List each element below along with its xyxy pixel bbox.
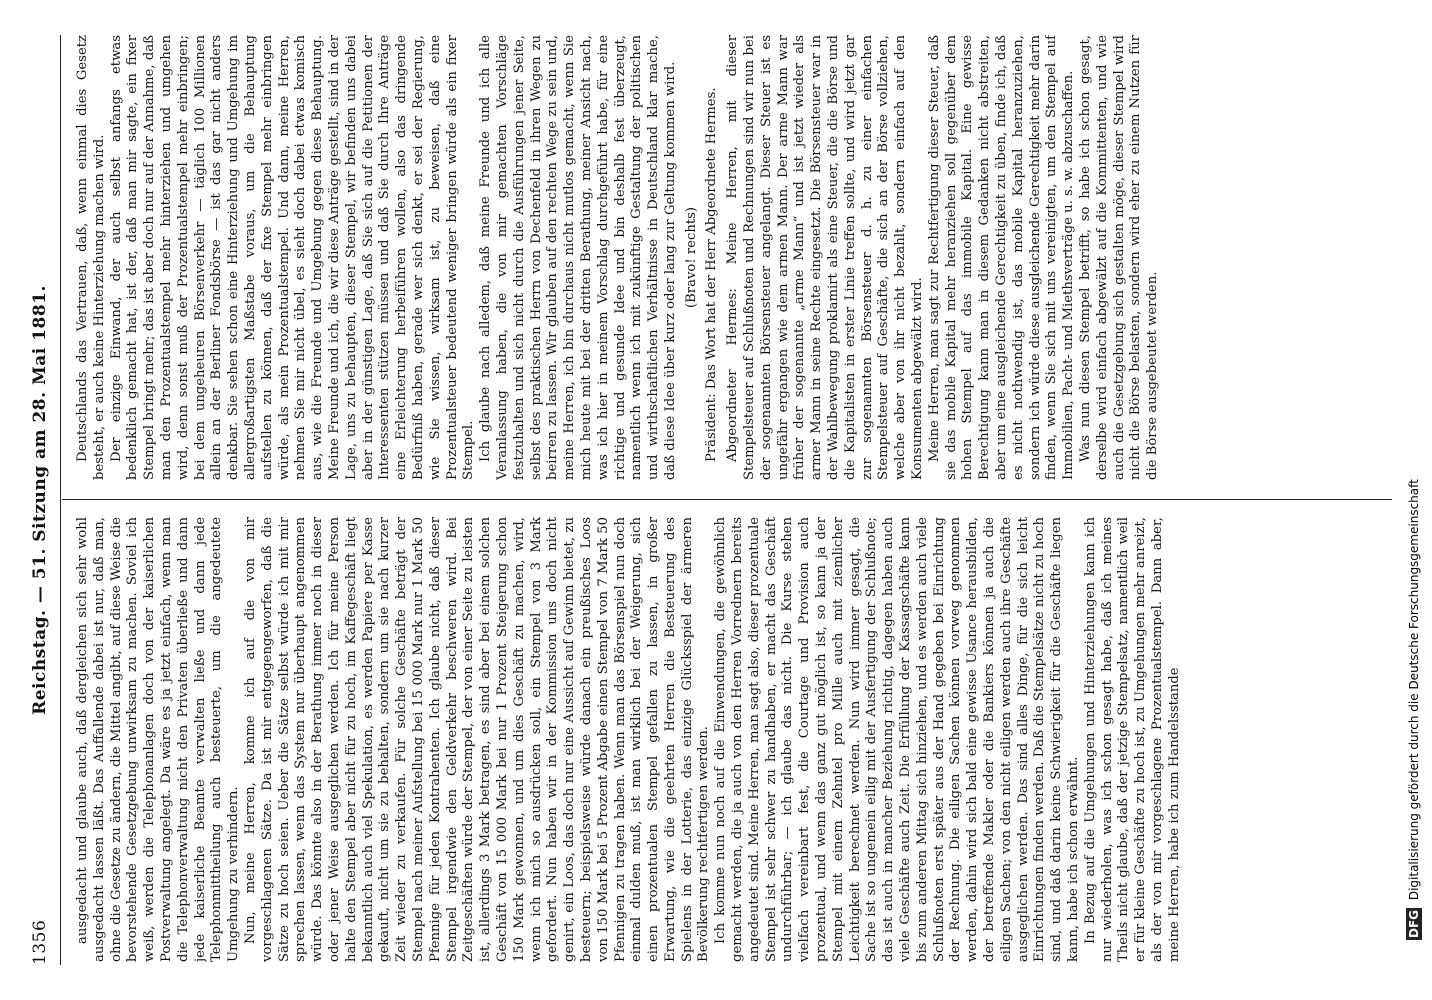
paragraph: Nun, meine Herren, komme ich auf die von mir vorgeschlagenen Sätze. Da ist mir entgegengeworfen, daß die Sätze zu hoch seien. Ueber die Sätze selbst würde ich mit mir sprechen lassen, wenn das System nur überhaupt angenommen würde. Das könnte also in der Berathung immer noch in dieser oder jener Weise ausgeglichen werden. Ich für meine Person halte den Stempel aber nicht für zu hoch, im Kaffegeschäft liegt bekanntlich auch viel Spekulation, es werden Papiere per Kasse gekauft, nicht um sie zu behalten, sondern um sie nach kurzer Zeit wieder zu verkaufen. Für solche Geschäfte beträgt der Stempel nach meiner Aufstellung bei 15 000 Mark nur 1 Mark 50 Pfennige für jeden Kontrahenten. Ich glaube nicht, daß dieser Stempel irgendwie den Geldverkehr beschweren wird. Bei Zeitgeschäften würde der Stempel, der von einer Seite zu leisten ist, allerdings 3 Mark betragen, es sind aber bei einem solchen Geschäft von 15 000 Mark bei nur 1 Prozent Steigerung schon 150 Mark gewonnen, und um dies Geschäft zu machen, wird, wenn ich mich so ausdrücken soll, ein Stempel von 3 Mark gefordert. Nun haben wir in der Kommission uns doch nicht genirt, ein Loos, das doch nur eine Aussicht auf Gewinn bietet, zu besteuern; beispielsweise würde danach ein preußisches Loos von 150 Mark bei 5 Prozent Abgabe einen Stempel von 7 Mark 50 Pfennigen zu tragen haben. Wenn man das Börsenspiel nun doch einmal dulden muß, ist man wirklich bei der Weigerung, sich einen prozentualen Stempel gefallen zu lassen, in großer Erwartung, wie die geehrten Herren die Besteuerung des Spielens in der Lotterie, das einzige Glücksspiel der ärmeren Bevölkerung rechtfertigen werden. xyxy=(242,517,712,962)
speaker-paragraph: Präsident: Das Wort hat der Herr Abgeordnete Hermes. xyxy=(704,87,720,462)
speaker-paragraph: Abgeordneter Hermes: Meine Herren, mit dieser Stempelsteuer auf Schlußnoten und Rechnungen sind wir nun bei der sogenannten Börsensteuer angelangt. Dieser Steuer ist es ungefähr ergangen wie dem armen Mann. Der arme Mann war früher der sogenannte „arme Mann“ und ist jetzt wieder als armer Mann in seine Rechte eingesetzt. Die Börsensteuer war in der Wahlbewegung proklamirt als eine Steuer, die die Börse und die Kapitalisten in erster Linie treffen sollte, und wird jetzt gar zur sogenannten Börsensteuer d. h. zu einer einfachen Stempelsteuer auf Geschäfte, die sich an der Börse vollziehen, welche aber von ihr nicht bezahlt, sondern einfach auf den Konsumenten abgewälzt wird. xyxy=(725,35,926,480)
paragraph: Ich komme nun noch auf die Einwendungen, die gewöhnlich gemacht werden, die ja auch von den Herren Vorrednern bereits angedeutet sind. Meine Herren, man sagt also, dieser prozentuale Stempel ist sehr schwer zu handhaben, er macht das Geschäft undurchführbar; — ich glaube das nicht. Die Kurse stehen vielfach vereinbart fest, die Courtage und Provision auch prozentual, und wenn das ganz gut möglich ist, so kann ja der Stempel mit einem Zehntel pro Mille auch mit ziemlicher Leichtigkeit berechnet werden. Nun wird immer gesagt, die Sache ist so ungemein eilig mit der Ausfertigung der Schlußnote; das ist auch in mancher Beziehung richtig, dagegen haben auch viele Geschäfte auch Zeit. Die Erfüllung der Kassagschäfte kann bis zum anderen Mittag sich hinziehen, und es werden auch viele Schlußnoten erst später aus der Hand gegeben bei Einrichtung der Rechnung. Die eiligen Sachen können vorweg genommen werden, dahin wird sich bald eine gewisse Usance herausbilden, der betreffende Makler oder die Bankiers können ja auch die eiligen Sachen; von den nicht eiligen werden auch ihre Geschäfte ausgeglichen werden. Das sind alles Dinge, für die sich leicht Einrichtungen finden werden. Daß die Stempelsätze nicht zu hoch sind, und daß darin keine Schwierigkeit für die Geschäfte liegen kann, habe ich schon erwähnt. xyxy=(713,517,1082,962)
column-divider xyxy=(62,499,1392,500)
watermark-text: Digitalisierung gefördert durch die Deutsche Forschungsgemeinschaft xyxy=(1407,479,1421,901)
page-title: Reichstag. — 51. Sitzung am 28. Mai 1881. xyxy=(30,285,50,715)
page-number: 1356 xyxy=(30,919,50,965)
dfg-logo: DFG xyxy=(1407,909,1421,938)
paragraph: Der einzige Einwand, der auch selbst anfangs etwas bedenklich gemacht hat, ist der, daß man mir sagte, ein fixer Stempel bringt mehr; das ist aber doch nur auf der Annahme, daß man den Prozentualstempel mehr hinterziehen und umgehen wird, denn sonst muß der Prozentualstempel mehr einbringen; bei dem ungeheuren Börsenverkehr — täglich 100 Millionen allein an der Berliner Fondsbörse — ist das gar nicht anders denkbar. Sie sehen schon eine Hinterziehung und Umgehung im allergroßartigsten Maßstabe voraus, um die Behauptung aufstellen zu können, daß der fixe Stempel mehr einbringen würde, als mein Prozentualstempel. Und dann, meine Herren, nehmen Sie mir nicht übel, es sieht doch dabei etwas komisch aus, wie die Freunde und Umgebung gegen diese Behauptung. Meine Freunde und ich, die wir diese Anträge gestellt, sind in der Lage, uns zu behaupten, dieser Stempel, wir befinden uns dabei aber in der günstigen Lage, daß Sie sich auf die Petitionen der Interessenten stützen müssen und daß Sie durch Ihre Anträge eine Erleichterung herbeiführen wollen, also das dringende Bedürfniß haben, gerade wer sich denkt, er sei der Regierung, wie Sie wissen, wirksam ist, zu beweisen, daß eine Prozentualsteuer bedeutend weniger bringen würde als ein fixer Stempel. xyxy=(108,35,477,480)
paragraph: Deutschlands das Vertrauen, daß, wenn einmal dies Gesetz besteht, er auch keine Hinterziehung machen wird. xyxy=(75,35,107,480)
applause-note: (Bravo! rechts) xyxy=(683,206,699,309)
dfg-watermark xyxy=(1406,300,1426,940)
right-column xyxy=(75,35,1385,480)
paragraph: Meine Herren, man sagt zur Rechtfertigung dieser Steuer, daß sie das mobile Kapital mehr heranziehen soll gegenüber dem hohen Stempel auf das immobile Kapital. Eine gewisse Berechtigung kann man in diesem Gedanken nicht abstreiten, aber um eine ausgleichende Gerechtigkeit zu üben, finde ich, daß es nicht nothwendig ist, das mobile Kapital heranzuziehen, sondern ich würde diese ausgleichende Gerechtigkeit mehr darin finden, wenn Sie sich mit uns vereinigten, um den Stempel auf Immobilien, Pacht- und Miethsverträge u. s. w. abzuschaffen. xyxy=(926,35,1077,480)
paragraph: ausgedacht und glaube auch, daß dergleichen sich sehr wohl ausgedacht lassen läßt. Das Auffallende dabei ist nur, daß man, ohne die Gesetze zu ändern, die Mittel angibt, auf diese Weise die bevorstehende Gesetzgebung unwirksam zu machen. Soviel ich weiß, werden die Telephonanlagen doch von der kaiserlichen Postverwaltung angelegt. Da wäre es ja jetzt einfach, wenn man die Telephonverwaltung nicht den Privaten überließe und dann jede kaiserliche Beamte verwalten ließe und dann jede Telephonmittheilung auch besteuerte, um die angedeutete Umgehung zu verhindern. xyxy=(75,517,242,962)
left-column xyxy=(75,517,1385,962)
paragraph: Ich glaube nach alledem, daß meine Freunde und ich alle Veranlassung haben, die von mir gemachten Vorschläge festzuhalten und sich nicht durch die Ausführungen jener Seite, selbst des praktischen Herrn von Dechenfeld in ihren Wegen zu beirren zu lassen. Wir glauben auf den rechten Wege zu sein und, meine Herren, ich bin durchaus nicht mutlos gemacht, wenn Sie mich heute mit bei der dritten Berathung, meiner Ansicht nach, was ich hier in meinem Vorschlag durchgeführt habe, für eine richtige und gesunde Idee und bin deshalb fest überzeugt, namentlich wenn ich mit zukünftige Gestaltung der politischen und wirthschaftlichen Verhältnisse in Deutschland klar mache, daß diese Idee über kurz oder lang zur Geltung kommen wird. xyxy=(478,35,678,480)
paragraph: In Bezug auf die Umgehungen und Hinterziehungen kann ich nur wiederholen, was ich schon gesagt habe, daß ich meines Theils nicht glaube, daß der jetzige Stempelsatz, namentlich weil er für kleine Geschäfte zu hoch ist, zu Umgehungen mehr anreizt, als der von mir vorgeschlagene Prozentualstempel. Dann aber, meine Herren, habe ich zum Handelsstande xyxy=(1082,517,1182,962)
header-rule xyxy=(60,35,61,965)
paragraph: Was nun diesen Stempel betrifft, so habe ich schon gesagt, derselbe wird einfach abgewälzt auf die Kommittenten, und wie auch die Gesetzgebung sich gestalten möge, dieser Stempel wird nicht die Börse belasten, sondern wird eher zu einem Nutzen für die Börse ausgebeutet werden. xyxy=(1078,35,1161,480)
page-header xyxy=(30,35,58,965)
